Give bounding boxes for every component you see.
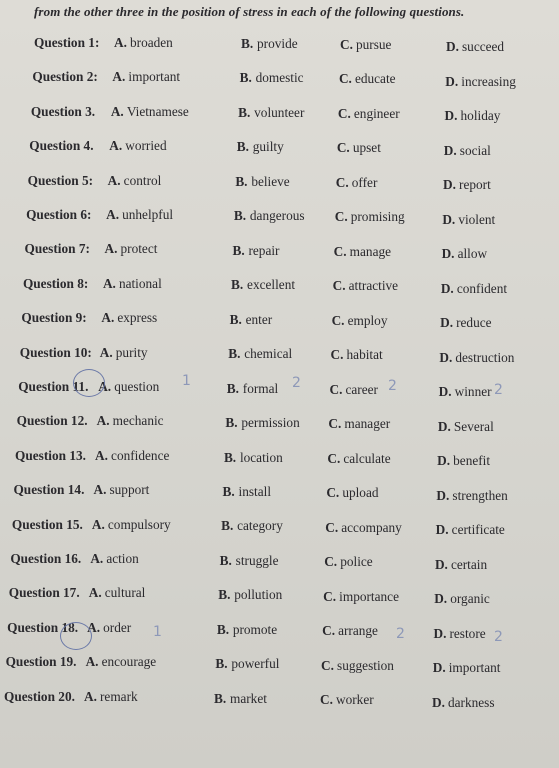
option-c-letter: C.: [321, 657, 334, 673]
option-b-text: permission: [241, 415, 300, 431]
option-b-text: provide: [257, 36, 298, 51]
option-b-text: enter: [245, 311, 273, 327]
question-row: [0, 173, 559, 195]
option-d-text: allow: [457, 246, 488, 262]
option-a-text: remark: [100, 688, 138, 704]
option-d-letter: D.: [436, 487, 450, 503]
question-label: Question 12.: [16, 413, 88, 429]
option-b-text: powerful: [231, 656, 280, 672]
option-c-letter: C.: [331, 312, 345, 328]
question-label: Question 14.: [13, 482, 85, 498]
option-b-text: pollution: [234, 587, 283, 603]
option-a-text: cultural: [104, 585, 146, 601]
option-c-text: upload: [342, 485, 379, 501]
option-d-text: violent: [458, 211, 496, 227]
question-row: [0, 241, 559, 263]
option-b-letter: B.: [222, 483, 235, 499]
option-c-text: pursue: [356, 37, 392, 52]
option-c-text: police: [340, 554, 373, 570]
option-d-text: restore: [449, 625, 486, 641]
question-label: Question 5:: [27, 172, 94, 188]
option-c-letter: C.: [335, 174, 349, 190]
option-d-letter: D.: [439, 349, 453, 365]
option-b-letter: B.: [232, 242, 245, 258]
option-b-letter: B.: [216, 621, 230, 637]
option-b-text: install: [238, 483, 272, 499]
option-b-text: struggle: [235, 552, 279, 568]
option-d-letter: D.: [442, 211, 456, 227]
option-c-text: importance: [339, 588, 399, 604]
option-b-letter: B.: [215, 656, 228, 672]
option-c-letter: C.: [337, 105, 351, 121]
option-a-text: mechanic: [112, 413, 164, 429]
option-a-text: Vietnamese: [126, 103, 189, 119]
question-row: [0, 551, 559, 573]
option-b-letter: B.: [228, 346, 241, 362]
option-b-letter: B.: [233, 208, 247, 224]
option-d-text: succeed: [462, 39, 505, 54]
question-row: [0, 138, 559, 160]
option-b-text: category: [237, 518, 283, 534]
option-a-text: confidence: [111, 447, 170, 463]
option-d-letter: D.: [438, 384, 452, 400]
question-row: [0, 69, 559, 91]
option-b-text: repair: [248, 242, 280, 258]
option-b-text: volunteer: [254, 104, 305, 120]
option-b-letter: B.: [219, 552, 232, 568]
option-b-letter: B.: [214, 690, 227, 706]
option-c-letter: C.: [329, 381, 343, 397]
option-d-letter: D.: [440, 315, 454, 331]
option-a-letter: A.: [96, 413, 110, 429]
option-d-letter: D.: [434, 556, 448, 572]
option-d-letter: D.: [444, 108, 458, 124]
option-b-text: excellent: [247, 277, 296, 293]
option-d-text: important: [448, 660, 501, 676]
option-a-letter: A.: [104, 241, 118, 257]
option-a-letter: A.: [106, 207, 120, 222]
option-a-letter: A.: [90, 551, 104, 566]
question-label: Question 19.: [5, 654, 77, 670]
question-label: Question 2:: [32, 69, 98, 85]
option-c-text: accompany: [341, 519, 402, 535]
option-a-letter: A.: [85, 654, 99, 670]
question-label: Question 7:: [24, 241, 90, 257]
option-c-letter: C.: [327, 450, 341, 466]
handwritten-mark: 2: [494, 382, 503, 398]
option-b-text: believe: [251, 173, 290, 189]
question-label: Question 3.: [30, 103, 96, 119]
option-c-letter: C.: [322, 623, 336, 639]
option-a-letter: A.: [84, 688, 97, 704]
option-c-letter: C.: [325, 519, 339, 535]
handwritten-mark: 1: [182, 373, 191, 389]
question-row: [0, 585, 559, 607]
option-b-text: chemical: [244, 346, 293, 362]
option-b-letter: B.: [231, 277, 244, 293]
option-d-letter: D.: [443, 142, 457, 158]
option-c-letter: C.: [338, 71, 352, 87]
option-c-letter: C.: [336, 140, 350, 156]
option-a-text: encourage: [101, 654, 157, 670]
option-b-letter: B.: [235, 173, 248, 189]
option-b-text: dangerous: [249, 208, 305, 224]
question-row: [0, 517, 559, 539]
option-d-letter: D.: [432, 660, 446, 676]
option-a-letter: A.: [112, 69, 126, 85]
option-d-text: reduce: [456, 315, 492, 331]
option-a-letter: A.: [114, 35, 127, 50]
option-b-text: guilty: [252, 139, 284, 155]
option-c-text: promising: [350, 209, 405, 225]
option-b-letter: B.: [241, 36, 254, 51]
option-d-text: certain: [450, 556, 488, 572]
option-a-letter: A.: [102, 275, 116, 291]
option-a-letter: A.: [95, 447, 108, 463]
question-row: [0, 310, 559, 332]
question-row: [0, 413, 559, 435]
option-a-text: support: [109, 482, 150, 498]
option-a-text: compulsory: [107, 516, 171, 532]
option-a-letter: A.: [87, 619, 101, 635]
question-row: [0, 654, 559, 676]
option-d-text: holiday: [460, 108, 501, 124]
option-d-letter: D.: [445, 73, 459, 89]
option-c-letter: C.: [323, 588, 337, 604]
option-a-text: express: [117, 310, 158, 326]
option-d-text: strengthen: [452, 487, 508, 503]
question-label: Question 17.: [8, 585, 80, 601]
question-row: [0, 448, 559, 470]
question-label: Question 10:: [19, 344, 92, 360]
option-b-letter: B.: [238, 104, 251, 120]
option-c-text: offer: [351, 174, 378, 190]
handwritten-mark: 2: [388, 378, 397, 394]
option-c-letter: C.: [328, 416, 342, 432]
question-row: [0, 482, 559, 504]
option-c-letter: C.: [320, 692, 333, 708]
question-label: Question 13.: [15, 447, 86, 463]
option-b-letter: B.: [229, 311, 242, 327]
option-d-letter: D.: [434, 591, 448, 607]
option-a-letter: A.: [91, 516, 105, 532]
option-d-letter: D.: [435, 522, 449, 538]
option-b-letter: B.: [221, 518, 234, 534]
option-b-text: market: [230, 690, 267, 706]
option-c-letter: C.: [330, 347, 344, 363]
option-c-text: habitat: [346, 347, 383, 363]
option-d-text: social: [459, 142, 491, 158]
option-a-text: worried: [125, 138, 167, 154]
option-b-letter: B.: [225, 415, 238, 431]
option-c-text: employ: [347, 312, 388, 328]
question-label: Question 20.: [4, 688, 75, 704]
option-a-letter: A.: [107, 172, 121, 188]
option-d-letter: D.: [441, 246, 455, 262]
option-d-text: Several: [453, 418, 494, 434]
handwritten-mark: 1: [153, 624, 162, 640]
option-a-text: national: [118, 275, 162, 291]
option-d-letter: D.: [440, 280, 454, 296]
option-b-letter: B.: [226, 380, 239, 396]
option-c-text: upset: [352, 140, 381, 156]
answer-circle-q18: [60, 622, 92, 650]
option-c-text: worker: [336, 692, 374, 708]
instruction-text: from the other three in the position of stress in each of the following questions.: [34, 4, 465, 19]
option-d-letter: D.: [443, 177, 456, 193]
option-d-text: certificate: [451, 522, 505, 538]
question-label: Question 15.: [11, 516, 83, 532]
option-d-text: destruction: [455, 349, 515, 365]
handwritten-mark: 2: [494, 629, 503, 645]
option-d-text: increasing: [461, 73, 516, 89]
option-b-text: formal: [242, 380, 279, 396]
option-a-letter: A.: [101, 310, 115, 326]
handwritten-mark: 2: [396, 626, 405, 642]
option-d-text: benefit: [453, 453, 491, 469]
question-row: [0, 104, 559, 126]
option-a-text: broaden: [130, 35, 173, 50]
question-row: [0, 276, 559, 298]
question-row: [0, 345, 559, 367]
option-d-letter: D.: [432, 694, 445, 710]
question-label: Question 1:: [34, 35, 100, 50]
option-c-text: calculate: [343, 450, 391, 466]
option-a-text: unhelpful: [122, 207, 174, 222]
option-a-text: purity: [115, 344, 148, 360]
option-c-letter: C.: [324, 554, 338, 570]
option-a-letter: A.: [109, 138, 123, 154]
option-d-text: organic: [450, 591, 490, 607]
option-c-text: arrange: [338, 623, 378, 639]
question-label: Question 18.: [7, 619, 79, 635]
option-c-text: suggestion: [337, 657, 394, 673]
option-c-letter: C.: [334, 209, 348, 225]
option-d-text: winner: [454, 384, 492, 400]
option-a-letter: A.: [93, 482, 107, 498]
option-c-letter: C.: [333, 243, 347, 259]
question-row: [0, 35, 559, 57]
question-label: Question 16.: [10, 551, 82, 566]
option-b-letter: B.: [239, 70, 252, 86]
option-c-letter: C.: [340, 37, 353, 52]
option-a-letter: A.: [99, 344, 113, 360]
option-c-text: engineer: [353, 105, 400, 121]
question-label: Question 6:: [26, 207, 92, 222]
option-c-text: manage: [349, 243, 392, 259]
option-c-text: educate: [354, 71, 396, 87]
option-d-text: report: [459, 177, 491, 193]
option-d-letter: D.: [437, 453, 451, 469]
option-a-text: control: [123, 172, 162, 188]
option-a-letter: A.: [98, 379, 112, 394]
question-label: Question 11.: [18, 379, 89, 394]
option-a-text: action: [106, 551, 139, 566]
question-label: Question 8:: [22, 275, 89, 291]
option-b-letter: B.: [218, 587, 231, 603]
question-label: Question 4.: [29, 138, 94, 154]
question-row: [0, 689, 559, 711]
option-c-text: attractive: [348, 278, 399, 294]
option-c-letter: C.: [326, 485, 340, 501]
option-b-letter: B.: [223, 449, 237, 465]
option-a-text: protect: [120, 241, 158, 257]
option-a-text: question: [114, 379, 160, 394]
option-c-text: manager: [344, 416, 391, 432]
question-row: [0, 207, 559, 229]
option-a-letter: A.: [110, 103, 124, 119]
option-a-text: order: [103, 619, 132, 635]
option-a-text: important: [128, 69, 181, 85]
option-c-letter: C.: [332, 278, 346, 294]
option-d-text: darkness: [448, 694, 495, 710]
option-b-text: domestic: [255, 70, 304, 86]
option-d-letter: D.: [433, 625, 447, 641]
option-c-text: career: [345, 381, 378, 397]
option-a-letter: A.: [88, 585, 102, 601]
option-b-text: location: [239, 449, 283, 465]
answer-circle-q11: [73, 369, 105, 397]
option-b-text: promote: [232, 621, 278, 637]
handwritten-mark: 2: [292, 375, 301, 391]
option-d-letter: D.: [446, 39, 459, 54]
option-d-text: confident: [456, 280, 508, 296]
question-label: Question 9:: [21, 310, 87, 326]
option-d-letter: D.: [437, 418, 451, 434]
option-b-letter: B.: [236, 139, 249, 155]
